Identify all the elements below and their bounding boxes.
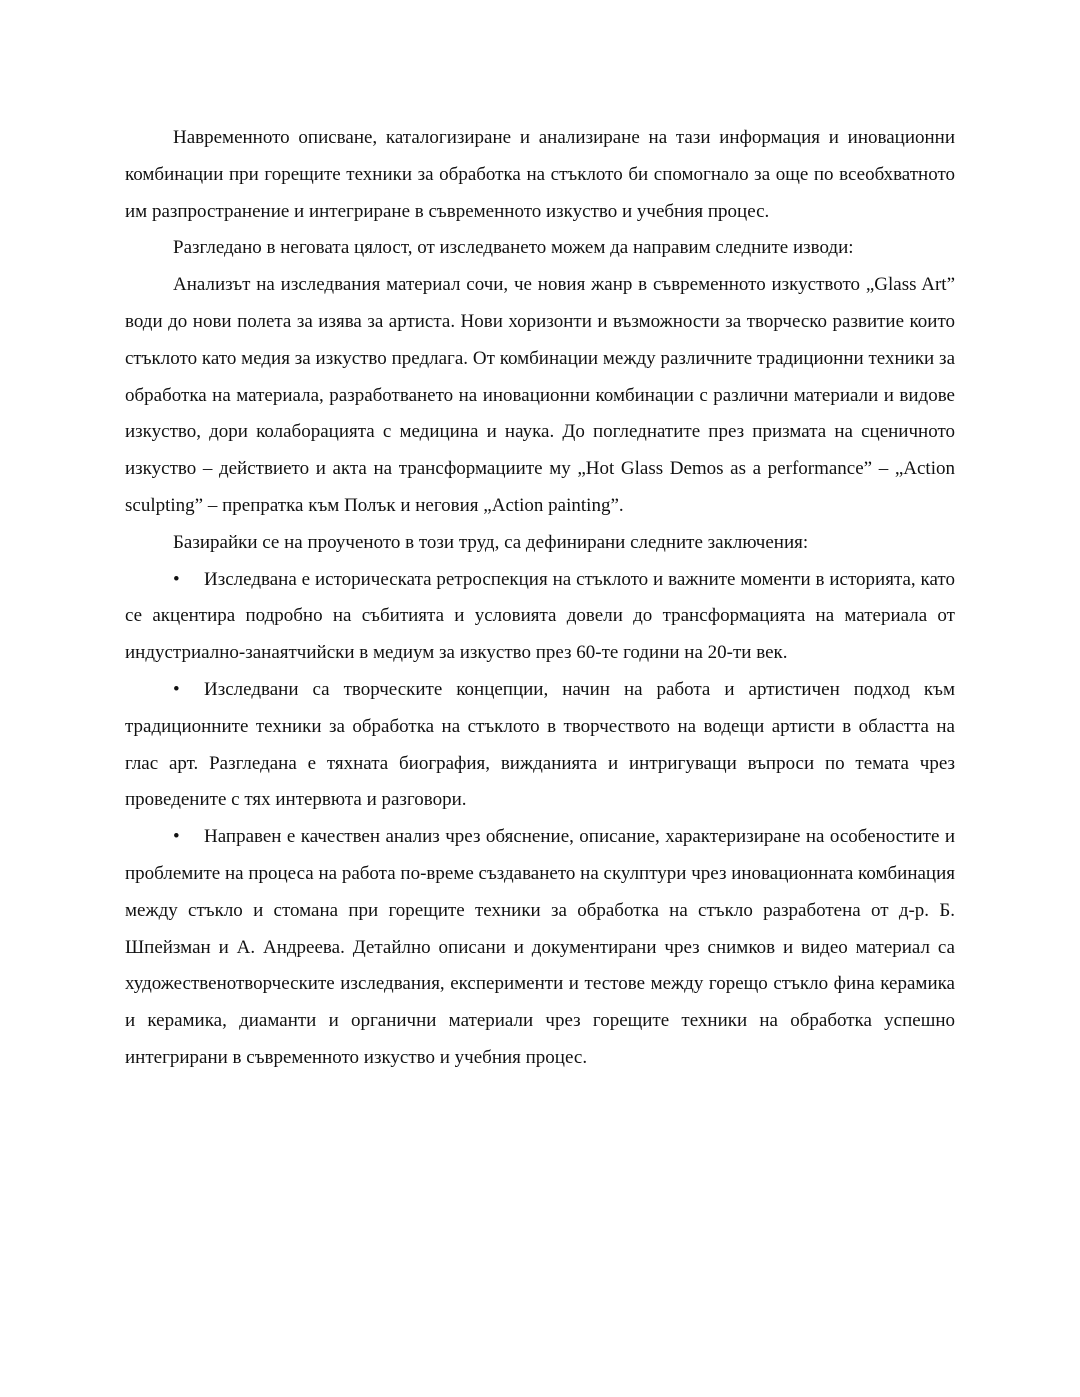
list-item bbox=[125, 819, 955, 1077]
list-item-text: Изследвана е историческата ретроспекция на стъклото и важните моменти в историята, като се акцентира подробно на събитията и условията довели до трансформацията на материала от индустриално-занаятчийски в медиум за изкуство през 60-те години на 20-ти век. bbox=[125, 568, 955, 664]
paragraph-intro: Навременното описване, каталогизиране и анализиране на тази информация и иновационни комбинации при горещите техники за обработка на стъклото би спомогнало за още по всеобхватното им разпространение и интегриране в съвременното изкуство и учебния процес. bbox=[125, 127, 955, 222]
paragraph-definitions-lead: Базирайки се на проученото в този труд, са дефинирани следните заключения: bbox=[173, 531, 809, 553]
paragraph-analysis: Анализът на изследвания материал сочи, че новия жанр в съвременното изкуството „Glass Art” води до нови полета за изява за артиста. Нови хоризонти и възможности за творческо развитие които стъклото като медия за изкуство предлага. От комбинации между различните традиционни техники за обработка на материала, разработването на иновационни комбинации с различни материали и видове изкуство, дори колаборацията с медицина и наука. До погледнатите през призмата на сценичното изкуство – действието и акта на трансформациите му „Hot Glass Demos as a performance” – „Action sculpting” – препратка към Полък и неговия „Action painting”. bbox=[125, 274, 955, 516]
paragraph-conclusions-lead: Разгледано в неговата цялост, от изследването можем да направим следните изводи: bbox=[173, 237, 854, 259]
list-item-text: Направен е качествен анализ чрез обяснение, описание, характеризиране на особеностите и проблемите на процеса на работа по-време създаването на скулптури чрез иновационната комбинация между стъкло и стомана при горещите техники за обработка на стъкло разработена от д-р. Б. Шпейзман и А. Андреева. Детайлно описани и документирани чрез снимков и видео материал са художественотворческите изследвания, експерименти и тестове между горещо стъкло фина керамика и керамика, диаманти и органични материали чрез горещите техники на обработка успешно интегрирани в съвременното изкуство и учебния процес. bbox=[125, 826, 955, 1068]
list-item bbox=[125, 562, 955, 672]
bullet-icon: • bbox=[173, 826, 180, 848]
conclusions-list bbox=[125, 562, 955, 1077]
bullet-icon: • bbox=[173, 568, 180, 590]
bullet-icon: • bbox=[173, 678, 180, 700]
list-item bbox=[125, 672, 955, 819]
list-item-text: Изследвани са творческите концепции, начин на работа и артистичен подход към традиционните техники за обработка на стъклото в творчеството на водещи артисти в областта на глас арт. Разгледана е тяхната биография, вижданията и интригуващи въпроси по темата чрез проведените с тях интервюта и разговори. bbox=[125, 678, 955, 811]
document-page bbox=[125, 120, 955, 1077]
